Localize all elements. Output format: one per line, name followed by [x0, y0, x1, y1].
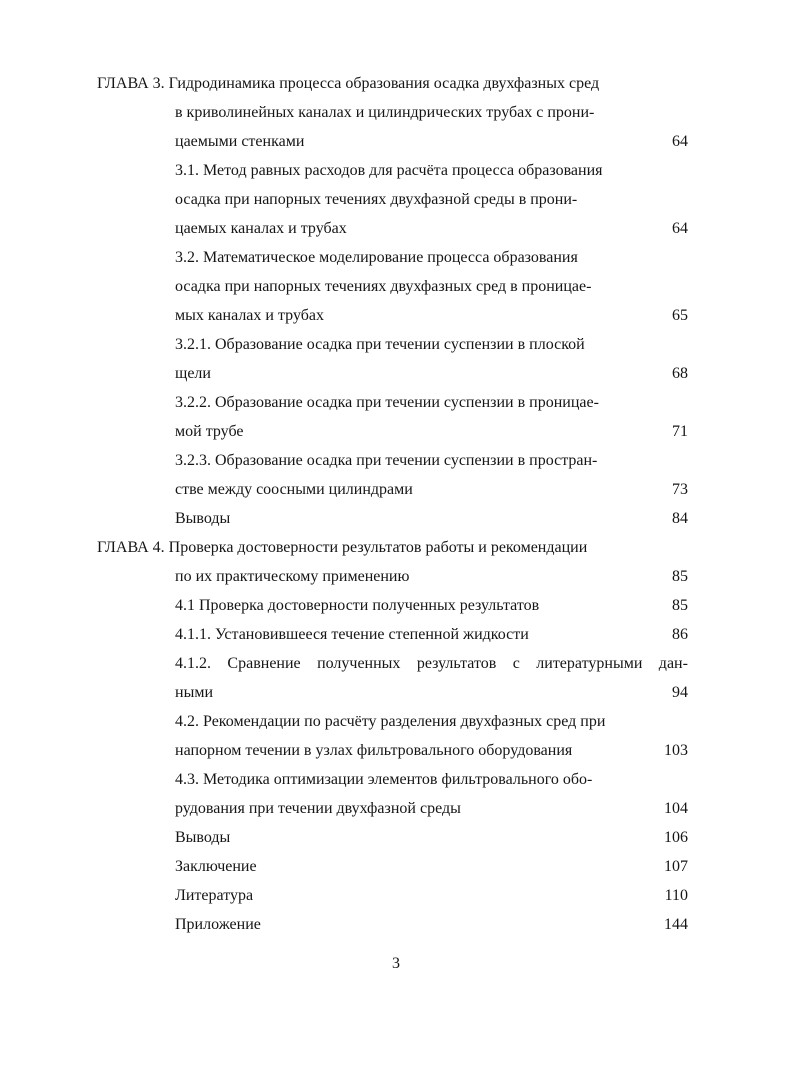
- section-4-3-line-1: 4.3. Методика оптимизации элементов фильтровального обо-: [175, 771, 593, 788]
- literature-page: 110: [664, 887, 688, 904]
- chapter-4-title-line-2: по их практическому применению: [175, 568, 410, 585]
- literature-label: Литература: [175, 887, 254, 904]
- section-4-1-1-label: 4.1.1. Установившееся течение степенной жидкости: [175, 626, 529, 643]
- chapter-3-conclusions-page: 84: [672, 510, 688, 527]
- chapter-3-conclusions-label: Выводы: [175, 510, 231, 527]
- section-3-2-3-page: 73: [672, 481, 688, 498]
- section-3-2-line-3: мых каналах и трубах: [175, 307, 324, 324]
- section-3-2-line-1: 3.2. Математическое моделирование процесса образования: [175, 249, 578, 266]
- section-3-1-line-2: осадка при напорных течениях двухфазной среды в прони-: [175, 191, 578, 208]
- chapter-3-title-line-1: ГЛАВА 3. Гидродинамика процесса образования осадка двухфазных сред: [97, 75, 600, 92]
- section-4-1-2-line-2: ными: [175, 684, 213, 701]
- section-3-2-1-page: 68: [672, 365, 688, 382]
- section-4-1-2-word: Сравнение: [227, 655, 301, 672]
- section-4-1-2-word: 4.1.2.: [175, 655, 211, 672]
- section-4-1-1-page: 86: [672, 626, 688, 643]
- conclusion-label: Заключение: [175, 858, 257, 875]
- section-4-1-2-word: результатов: [416, 655, 497, 672]
- section-3-1-line-1: 3.1. Метод равных расходов для расчёта процесса образования: [175, 162, 603, 179]
- section-3-2-3-line-2: стве между соосными цилиндрами: [175, 481, 413, 498]
- section-4-1-2-line-1: [175, 654, 688, 674]
- section-4-1-2-page: 94: [672, 684, 688, 701]
- section-4-3-line-2: рудования при течении двухфазной среды: [175, 800, 461, 817]
- section-4-2-page: 103: [664, 742, 688, 759]
- section-4-1-page: 85: [672, 597, 688, 614]
- section-3-2-2-page: 71: [672, 423, 688, 440]
- chapter-3-title-line-3: цаемыми стенками: [175, 133, 305, 150]
- appendix-page: 144: [664, 916, 688, 933]
- chapter-4-conclusions-page: 106: [664, 829, 688, 846]
- section-4-1-label: 4.1 Проверка достоверности полученных результатов: [175, 597, 540, 614]
- section-3-2-3-line-1: 3.2.3. Образование осадка при течении суспензии в простран-: [175, 452, 598, 469]
- section-3-2-2-line-2: мой трубе: [175, 423, 244, 440]
- section-4-3-page: 104: [664, 800, 688, 817]
- section-3-2-1-line-2: щели: [175, 365, 211, 382]
- section-4-1-2-word: с: [512, 655, 520, 672]
- page-number: 3: [392, 955, 400, 972]
- section-4-1-2-word: полученных: [317, 655, 401, 672]
- chapter-4-conclusions-label: Выводы: [175, 829, 231, 846]
- section-3-2-2-line-1: 3.2.2. Образование осадка при течении суспензии в проницае-: [175, 394, 599, 411]
- conclusion-page: 107: [664, 858, 688, 875]
- section-3-2-line-2: осадка при напорных течениях двухфазных сред в проницае-: [175, 278, 592, 295]
- section-4-1-2-word: дан-: [658, 655, 688, 672]
- section-4-2-line-2: напорном течении в узлах фильтровального оборудования: [175, 742, 573, 759]
- chapter-4-page: 85: [672, 568, 688, 585]
- section-3-2-1-line-1: 3.2.1. Образование осадка при течении суспензии в плоской: [175, 336, 585, 353]
- chapter-3-title-line-2: в криволинейных каналах и цилиндрических трубах с прони-: [175, 104, 595, 121]
- section-4-2-line-1: 4.2. Рекомендации по расчёту разделения двухфазных сред при: [175, 713, 606, 730]
- section-3-1-page: 64: [672, 220, 688, 237]
- chapter-4-title-line-1: ГЛАВА 4. Проверка достоверности результатов работы и рекомендации: [97, 539, 588, 556]
- appendix-label: Приложение: [175, 916, 261, 933]
- section-4-1-2-word: литературными: [536, 655, 643, 672]
- chapter-3-page: 64: [672, 133, 688, 150]
- section-3-1-line-3: цаемых каналах и трубах: [175, 220, 347, 237]
- section-3-2-page: 65: [672, 307, 688, 324]
